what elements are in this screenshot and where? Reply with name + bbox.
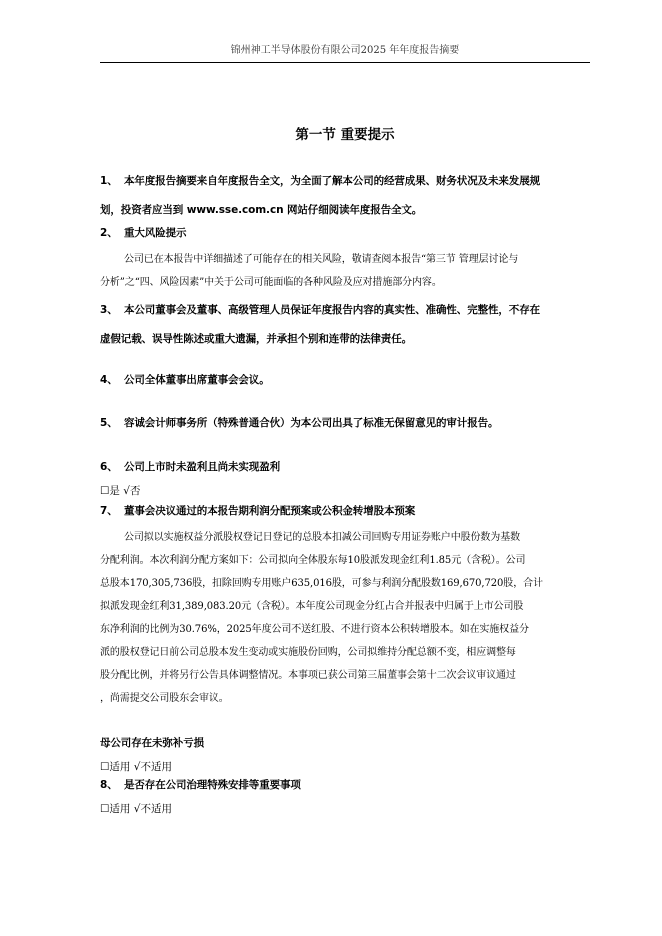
item-7-line: 东净利润的比例为30.76%，2025年度公司不送红股、不进行资本公积转增股本。如在实施权益分 <box>100 624 529 635</box>
item-6 <box>100 453 600 500</box>
item-7-line: 股分配比例，并将另行公告具体调整情况。本事项已获公司第三届董事会第十二次会议审议通过 <box>100 670 516 681</box>
item-3 <box>100 296 600 354</box>
item-2-para-line-1: 公司已在本报告中详细描述了可能存在的相关风险，敬请查阅本报告“第三节 管理层讨论与 <box>124 254 519 265</box>
item-5-number: 5、 <box>100 417 118 429</box>
item-3-number: 3、 <box>100 304 118 316</box>
item-7-line: 公司拟以实施权益分派股权登记日登记的总股本扣减公司回购专用证券账户中股份数为基数 <box>124 532 520 543</box>
item-2-title: 重大风险提示 <box>124 227 187 239</box>
item-5-text: 容诚会计师事务所（特殊普通合伙）为本公司出具了标准无保留意见的审计报告。 <box>124 417 499 429</box>
item-7-line: 派的股权登记日前公司总股本发生变动或实施股份回购，公司拟维持分配总额不变，相应调整每 <box>100 647 516 658</box>
item-3-line-1 <box>100 296 600 325</box>
item-7-line: 总股本170,305,736股，扣除回购专用账户635,016股，可参与利润分配股数169,670,720股，合计 <box>100 578 543 589</box>
header-rule <box>100 62 590 63</box>
item-7-line: 分配利润。本次利润分配方案如下：公司拟向全体股东每10股派发现金红利1.85元（含税）。公司 <box>100 555 526 566</box>
item-6-title: 公司上市时未盈利且尚未实现盈利 <box>124 461 280 473</box>
item-7-title: 董事会决议通过的本报告期利润分配预案或公积金转增股本预案 <box>124 505 416 517</box>
item-3-line-2: 虚假记载、误导性陈述或重大遗漏，并承担个别和连带的法律责任。 <box>100 333 412 345</box>
item-4-number: 4、 <box>100 374 118 386</box>
item-8 <box>100 771 600 818</box>
item-1 <box>100 167 600 225</box>
item-1-line-2: 划，投资者应当到 www.sse.com.cn 网站仔细阅读年度报告全文。 <box>100 204 423 216</box>
item-8-number: 8、 <box>100 779 118 791</box>
item-7-number: 7、 <box>100 505 118 517</box>
item-1-line-1 <box>100 167 600 196</box>
item-2-number: 2、 <box>100 227 118 239</box>
item-2 <box>100 219 600 294</box>
item-2-para-line-2: 分析”之“四、风险因素”中关于公司可能面临的各种风险及应对措施部分内容。 <box>100 277 442 288</box>
page-header: 锦州神工半导体股份有限公司2025 年年度报告摘要 <box>230 45 460 56</box>
item-6-number: 6、 <box>100 461 118 473</box>
parent-loss <box>100 729 600 776</box>
item-6-options: ☐是 √否 <box>100 485 141 497</box>
section-title: 第一节 重要提示 <box>295 127 395 143</box>
item-8-title: 是否存在公司治理特殊安排等重要事项 <box>124 779 301 791</box>
item-7-line: ，尚需提交公司股东会审议。 <box>100 693 229 704</box>
parent-loss-options: ☐适用 √不适用 <box>100 761 172 773</box>
item-4 <box>100 366 600 395</box>
item-7 <box>100 497 600 710</box>
item-7-line: 拟派发现金红利31,389,083.20元（含税）。本年度公司现金分红占合并报表中归属于上市公司股 <box>100 601 524 612</box>
item-1-number: 1、 <box>100 175 118 187</box>
item-5 <box>100 409 600 438</box>
parent-loss-title: 母公司存在未弥补亏损 <box>100 737 204 749</box>
item-1-text-1: 本年度报告摘要来自年度报告全文，为全面了解本公司的经营成果、财务状况及未来发展规 <box>124 175 540 187</box>
item-3-text-1: 本公司董事会及董事、高级管理人员保证年度报告内容的真实性、准确性、完整性，不存在 <box>124 304 540 316</box>
item-8-options: ☐适用 √不适用 <box>100 803 172 815</box>
item-2-heading <box>100 219 600 248</box>
item-4-text: 公司全体董事出席董事会会议。 <box>124 374 270 386</box>
